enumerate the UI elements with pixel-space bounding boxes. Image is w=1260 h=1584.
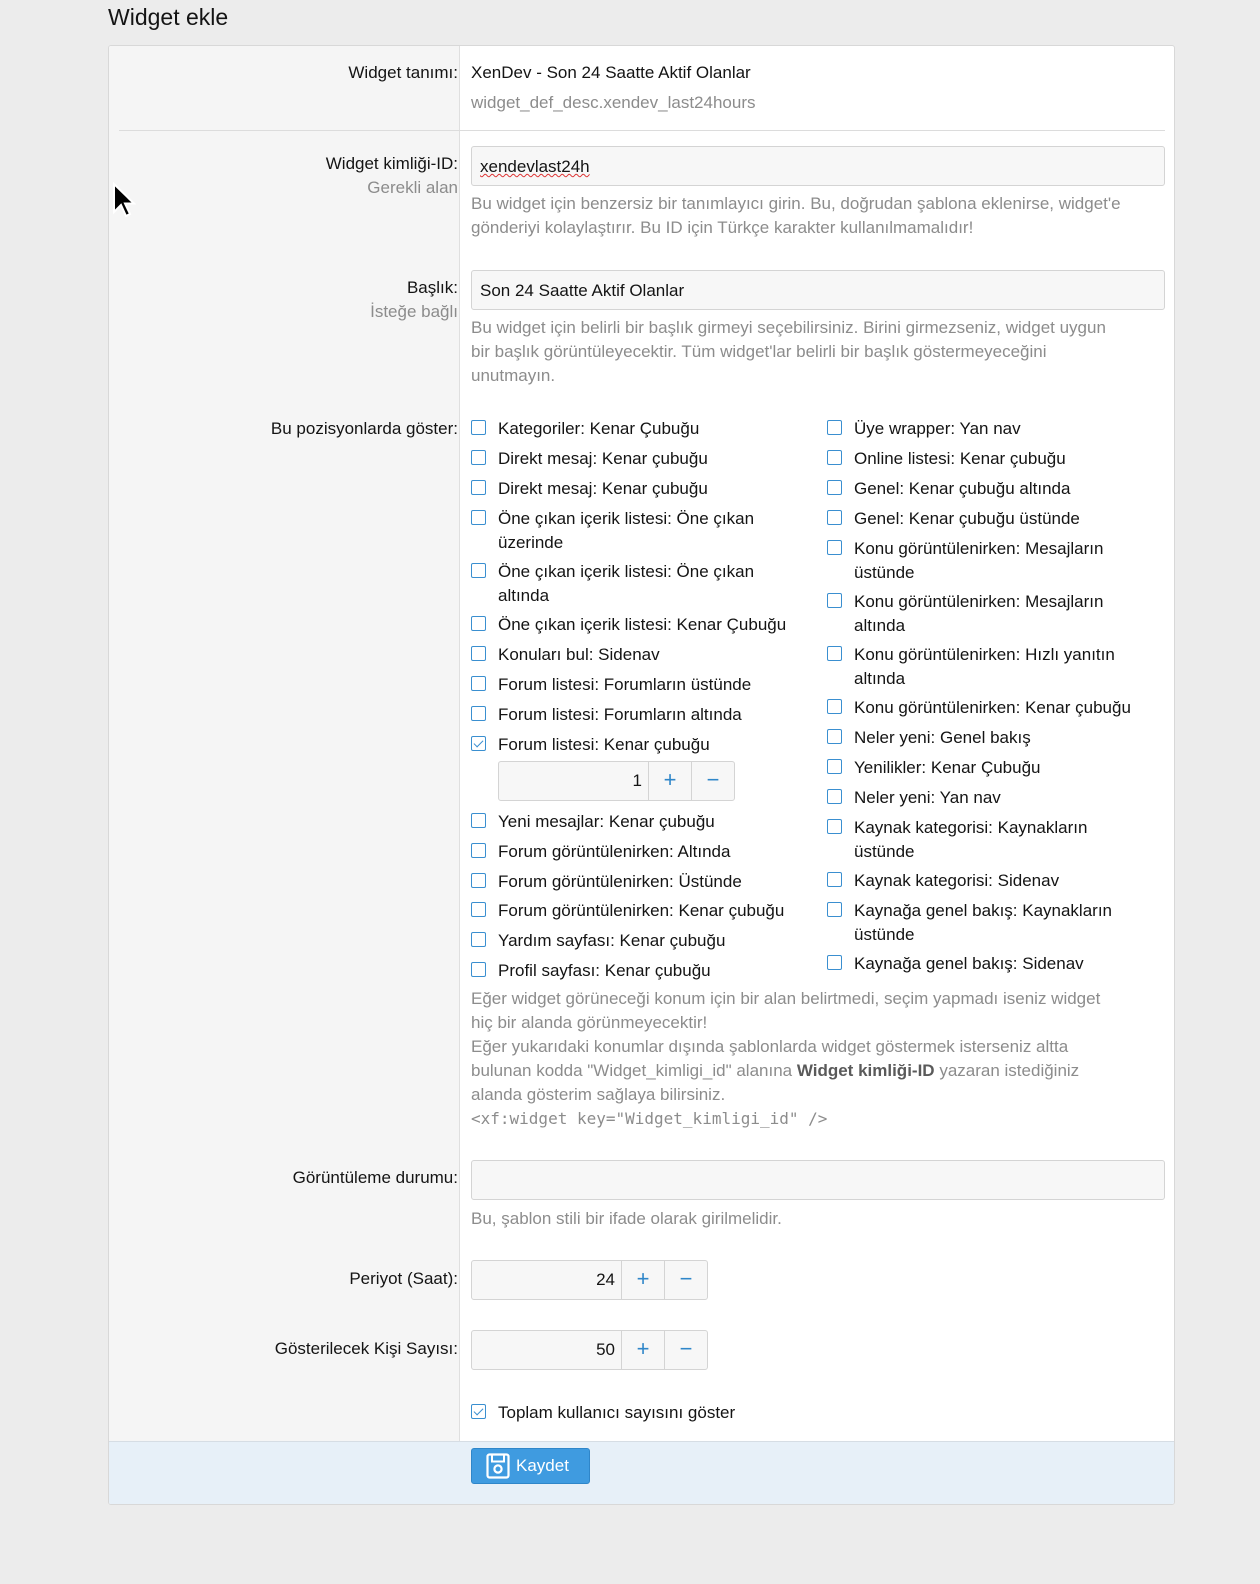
note-bold: Widget kimliği-ID: [796, 1061, 935, 1080]
position-order-stepper[interactable]: [498, 761, 735, 801]
position-checkbox[interactable]: [827, 510, 842, 525]
position-checkbox[interactable]: [827, 450, 842, 465]
position-option-label: [854, 869, 1059, 893]
position-checkbox[interactable]: [827, 699, 842, 714]
save-icon: [486, 1453, 510, 1479]
minus-button[interactable]: −: [664, 1261, 707, 1299]
option-line: Direkt mesaj: Kenar çubuğu: [498, 479, 708, 498]
option-line: Konu görüntülenirken: Mesajların: [854, 539, 1104, 558]
position-option-label: [854, 477, 1070, 501]
position-checkbox[interactable]: [827, 646, 842, 661]
option-line: üstünde: [854, 925, 915, 944]
option-line: Forum görüntülenirken: Kenar çubuğu: [498, 901, 785, 920]
position-option-label: [854, 952, 1084, 976]
title-value: Son 24 Saatte Aktif Olanlar: [480, 281, 685, 300]
position-option-label: [498, 477, 708, 501]
position-checkbox[interactable]: [827, 902, 842, 917]
option-line: üstünde: [854, 842, 915, 861]
position-checkbox[interactable]: [827, 789, 842, 804]
position-option-label: [854, 786, 1001, 810]
position-option-label: [498, 560, 754, 608]
position-option-label: [498, 899, 784, 923]
option-line: Öne çıkan içerik listesi: Öne çıkan: [498, 562, 755, 581]
show-total-checkbox[interactable]: [471, 1404, 486, 1419]
limit-stepper[interactable]: [471, 1330, 708, 1370]
position-checkbox[interactable]: [471, 873, 486, 888]
option-line: Genel: Kenar çubuğu altında: [854, 479, 1071, 498]
option-line: Konu görüntülenirken: Kenar çubuğu: [854, 698, 1131, 717]
explain-line: unutmayın.: [471, 366, 556, 385]
position-option-label: [498, 613, 786, 637]
position-option-label: [854, 417, 1021, 441]
limit-value: 50: [596, 1340, 615, 1359]
option-line: Öne çıkan içerik listesi: Öne çıkan: [498, 509, 755, 528]
option-line: Genel: Kenar çubuğu üstünde: [854, 509, 1080, 528]
option-line: Online listesi: Kenar çubuğu: [854, 449, 1066, 468]
option-line: Forum listesi: Forumların altında: [498, 705, 742, 724]
divider: [119, 130, 1165, 131]
position-checkbox[interactable]: [471, 480, 486, 495]
option-line: Forum listesi: Kenar çubuğu: [498, 735, 710, 754]
minus-button[interactable]: −: [691, 762, 734, 800]
option-line: Forum listesi: Forumların üstünde: [498, 675, 752, 694]
period-label: Periyot (Saat):: [349, 1269, 458, 1288]
position-option-label: [498, 929, 725, 953]
position-checkbox[interactable]: [471, 676, 486, 691]
explain-line: Bu widget için benzersiz bir tanımlayıcı girin. Bu, doğrudan şablona eklenirse, widget'e: [471, 194, 1121, 213]
title-explain: [471, 316, 1171, 388]
position-checkbox[interactable]: [827, 759, 842, 774]
display-condition-label: Görüntüleme durumu:: [292, 1168, 458, 1187]
position-option-label: [498, 507, 754, 555]
plus-button[interactable]: +: [648, 762, 691, 800]
option-line: Neler yeni: Genel bakış: [854, 728, 1031, 747]
option-line: Direkt mesaj: Kenar çubuğu: [498, 449, 708, 468]
period-stepper[interactable]: [471, 1260, 708, 1300]
note-line: [471, 1059, 1171, 1083]
position-option-label: [498, 840, 730, 864]
position-option-label: [854, 816, 1087, 864]
option-line: Forum görüntülenirken: Altında: [498, 842, 731, 861]
position-checkbox[interactable]: [827, 872, 842, 887]
option-line: altında: [498, 586, 550, 605]
display-condition-input[interactable]: [471, 1160, 1165, 1200]
limit-label: Gösterilecek Kişi Sayısı:: [274, 1339, 458, 1358]
note-line: Eğer widget görüneceği konum için bir alan belirtmedi, seçim yapmadı iseniz widget: [471, 989, 1101, 1008]
note-line: hiç bir alanda görünmeyecektir!: [471, 1013, 708, 1032]
title-optional-hint: İsteğe bağlı: [370, 302, 458, 321]
display-condition-explain: Bu, şablon stili bir ifade olarak girilmelidir.: [471, 1209, 782, 1228]
position-option-label: [854, 726, 1031, 750]
position-checkbox[interactable]: [471, 843, 486, 858]
save-label: Kaydet: [516, 1456, 569, 1475]
page-title: Widget ekle: [108, 4, 229, 30]
position-option-label: [498, 643, 660, 667]
option-line: Öne çıkan içerik listesi: Kenar Çubuğu: [498, 615, 787, 634]
position-checkbox[interactable]: [471, 706, 486, 721]
option-line: Kaynak kategorisi: Kaynakların: [854, 818, 1088, 837]
positions-note: [471, 987, 1171, 1131]
position-checkbox[interactable]: [471, 450, 486, 465]
position-option-label: [498, 703, 742, 727]
definition-label: Widget tanımı:: [348, 63, 458, 82]
positions-label: Bu pozisyonlarda göster:: [270, 419, 458, 438]
widget-id-label: Widget kimliği-ID:: [325, 154, 458, 173]
widget-form: [108, 45, 1175, 1505]
position-option-label: [854, 447, 1066, 471]
option-line: Yenilikler: Kenar Çubuğu: [854, 758, 1041, 777]
position-checkbox[interactable]: [471, 616, 486, 631]
widget-id-input[interactable]: [471, 146, 1165, 186]
position-checkbox[interactable]: [827, 593, 842, 608]
mouse-cursor-icon: [112, 182, 136, 220]
position-option-label: [854, 643, 1115, 691]
widget-code-snippet: <xf:widget key="Widget_kimligi_id" />: [471, 1109, 828, 1128]
position-checkbox[interactable]: [471, 962, 486, 977]
position-checkbox[interactable]: [471, 510, 486, 525]
position-checkbox[interactable]: [827, 729, 842, 744]
option-line: Üye wrapper: Yan nav: [854, 419, 1021, 438]
option-line: Konuları bul: Sidenav: [498, 645, 660, 664]
position-checkbox[interactable]: [827, 955, 842, 970]
option-line: Konu görüntülenirken: Mesajların: [854, 592, 1104, 611]
position-option-label: [498, 959, 711, 983]
option-line: altında: [854, 616, 906, 635]
position-option-label: [498, 733, 710, 757]
position-checkbox[interactable]: [827, 480, 842, 495]
position-option-label: [498, 870, 742, 894]
option-line: altında: [854, 669, 906, 688]
save-button[interactable]: [471, 1448, 590, 1484]
period-value: 24: [596, 1270, 615, 1289]
position-checkbox[interactable]: [471, 563, 486, 578]
definition-value: XenDev - Son 24 Saatte Aktif Olanlar: [471, 63, 751, 82]
position-option-label: [498, 417, 699, 441]
position-checkbox[interactable]: [471, 420, 486, 435]
position-checkbox[interactable]: [827, 420, 842, 435]
widget-id-required-hint: Gerekli alan: [367, 178, 458, 197]
position-checkbox[interactable]: [471, 902, 486, 917]
position-checkbox[interactable]: [827, 819, 842, 834]
position-checkbox[interactable]: [827, 540, 842, 555]
option-line: Yardım sayfası: Kenar çubuğu: [498, 931, 726, 950]
position-option-label: [854, 590, 1103, 638]
option-line: Kaynak kategorisi: Sidenav: [854, 871, 1060, 890]
position-checkbox[interactable]: [471, 932, 486, 947]
definition-desc: widget_def_desc.xendev_last24hours: [471, 93, 756, 112]
position-checkbox[interactable]: [471, 813, 486, 828]
position-checkbox[interactable]: [471, 736, 486, 751]
position-option-label: [498, 447, 708, 471]
note-text: yazaran istediğiniz: [939, 1061, 1080, 1080]
option-line: Kategoriler: Kenar Çubuğu: [498, 419, 700, 438]
position-option-label: [854, 899, 1112, 947]
option-line: Neler yeni: Yan nav: [854, 788, 1001, 807]
position-option-label: [854, 756, 1041, 780]
option-line: Kaynağa genel bakış: Kaynakların: [854, 901, 1113, 920]
position-option-label: [854, 507, 1080, 531]
position-option-label: [498, 810, 715, 834]
explain-line: bir başlık görüntüleyecektir. Tüm widget'lar belirli bir başlık göstermeyeceğini: [471, 342, 1047, 361]
position-option-label: [854, 537, 1103, 585]
plus-button[interactable]: +: [621, 1261, 664, 1299]
form-submit-row: [109, 1441, 1174, 1505]
title-input[interactable]: [471, 270, 1165, 310]
note-line: alanda gösterim sağlaya bilirsiniz.: [471, 1085, 726, 1104]
position-option-label: [854, 696, 1131, 720]
option-line: Konu görüntülenirken: Hızlı yanıtın: [854, 645, 1115, 664]
title-label: Başlık:: [406, 278, 458, 297]
position-option-label: [498, 673, 751, 697]
option-line: Profil sayfası: Kenar çubuğu: [498, 961, 711, 980]
option-line: üstünde: [854, 563, 915, 582]
plus-button[interactable]: +: [621, 1331, 664, 1369]
minus-button[interactable]: −: [664, 1331, 707, 1369]
note-text: bulunan kodda "Widget_kimligi_id" alanına: [471, 1061, 793, 1080]
note-line: Eğer yukarıdaki konumlar dışında şablonlarda widget göstermek isterseniz altta: [471, 1037, 1069, 1056]
option-line: üzerinde: [498, 533, 564, 552]
show-total-label: Toplam kullanıcı sayısını göster: [498, 1403, 736, 1422]
explain-line: gönderiyi kolaylaştırır. Bu ID için Türkçe karakter kullanılmamalıdır!: [471, 218, 974, 237]
widget-id-value: xendevlast24h: [480, 157, 590, 176]
position-order-value: 1: [632, 771, 642, 790]
option-line: Yeni mesajlar: Kenar çubuğu: [498, 812, 715, 831]
option-line: Kaynağa genel bakış: Sidenav: [854, 954, 1084, 973]
widget-id-explain: [471, 192, 1171, 240]
explain-line: Bu widget için belirli bir başlık girmeyi seçebilirsiniz. Birini girmezseniz, widget uygun: [471, 318, 1106, 337]
option-line: Forum görüntülenirken: Üstünde: [498, 872, 742, 891]
position-checkbox[interactable]: [471, 646, 486, 661]
